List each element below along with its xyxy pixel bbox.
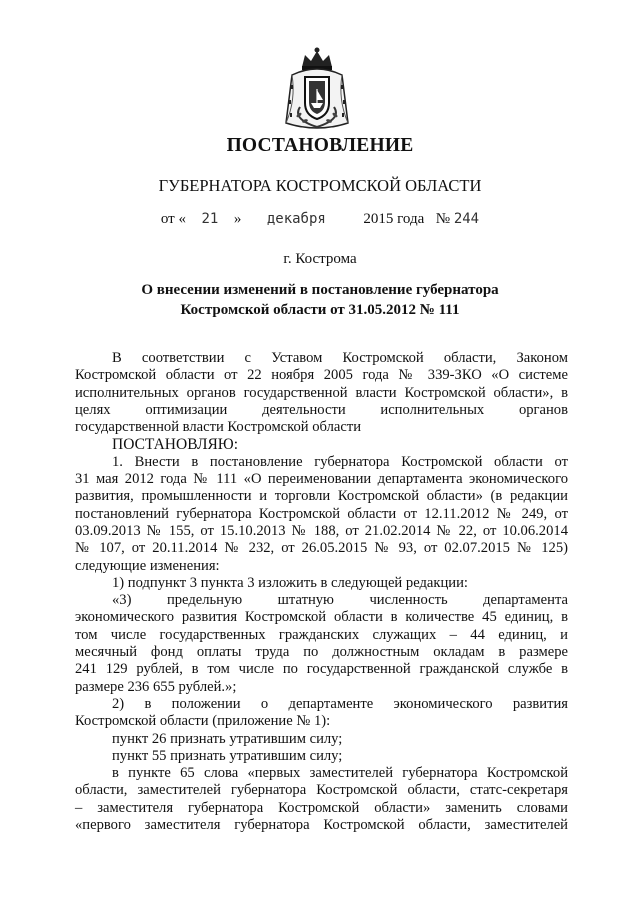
date-line bbox=[0, 211, 640, 228]
body-line: следующие изменения: bbox=[75, 557, 220, 574]
body-line: 03.09.2013 № 155, от 15.10.2013 № 188, от 21.02.2014 № 22, от 10.06.2014 bbox=[75, 522, 568, 539]
body-line: том числе государственных гражданских служащих – 44 единиц, и bbox=[75, 626, 568, 643]
body-line: месячный фонд оплаты труда по должностным окладам в размере bbox=[75, 644, 568, 661]
document-body bbox=[75, 350, 568, 834]
date-month: декабря bbox=[266, 211, 326, 227]
document-type-title: ПОСТАНОВЛЕНИЕ bbox=[226, 135, 414, 156]
body-line: Костромской области от 22 ноября 2005 года № 339-ЗКО «О системе bbox=[75, 367, 568, 384]
body-line: 31 мая 2012 года № 111 «О переименовании департамента экономического bbox=[75, 471, 568, 488]
body-line: целях оптимизации деятельности исполнительных органов bbox=[75, 401, 568, 418]
body-line: В соответствии с Уставом Костромской области, Законом bbox=[112, 350, 568, 366]
body-line: постановлений губернатора Костромской области от 12.11.2012 № 249, от bbox=[75, 505, 568, 522]
body-line: «первого заместителя губернатора Костромской области, заместителей bbox=[75, 817, 568, 834]
body-line: 241 129 рублей, в том числе по государственной гражданской службе в bbox=[75, 661, 568, 678]
date-close-quote: » bbox=[233, 211, 242, 227]
city: г. Кострома bbox=[283, 251, 357, 267]
number-sign: № bbox=[435, 211, 451, 227]
body-line: – заместителя губернатора Костромской области» заменить словами bbox=[75, 799, 568, 816]
body-line: государственной власти Костромской области bbox=[75, 419, 362, 436]
subject-line-1: О внесении изменений в постановление губернатора bbox=[141, 282, 499, 298]
body-line: размере 236 655 рублей.»; bbox=[75, 678, 237, 695]
body-line: № 107, от 20.11.2014 № 232, от 26.05.2015 № 93, от 02.07.2015 № 125) bbox=[75, 540, 568, 557]
body-line: области, заместителей губернатора Костромской области, статс-секретаря bbox=[75, 782, 568, 799]
body-line: «3) предельную штатную численность департамента bbox=[112, 592, 568, 609]
coat-of-arms-icon bbox=[272, 45, 362, 135]
decree-word: ПОСТАНОВЛЯЮ: bbox=[112, 436, 239, 454]
date-prefix: от « bbox=[160, 211, 186, 227]
body-line: развития, промышленности и торговли Костромской области» (в редакции bbox=[75, 488, 568, 505]
body-line: экономического развития Костромской области в количестве 45 единиц, в bbox=[75, 609, 568, 626]
body-line: 1. Внести в постановление губернатора Костромской области от bbox=[112, 453, 568, 470]
document-subject bbox=[100, 280, 540, 320]
body-line: в пункте 65 слова «первых заместителей губернатора Костромской bbox=[112, 765, 568, 782]
body-line: пункт 26 признать утратившим силу; bbox=[112, 730, 343, 747]
body-line: 2) в положении о департаменте экономического развития bbox=[112, 695, 568, 712]
body-line: Костромской области (приложение № 1): bbox=[75, 713, 331, 730]
body-line: пункт 55 признать утратившим силу; bbox=[112, 747, 343, 764]
body-line: 1) подпункт 3 пункта 3 изложить в следующей редакции: bbox=[112, 574, 468, 591]
subject-line-2: Костромской области от 31.05.2012 № 111 bbox=[180, 302, 460, 318]
date-year: 2015 года bbox=[363, 211, 425, 227]
document-number: 244 bbox=[453, 211, 480, 227]
issuer-title: ГУБЕРНАТОРА КОСТРОМСКОЙ ОБЛАСТИ bbox=[158, 176, 482, 195]
body-line: исполнительных органов государственной власти Костромской области», в bbox=[75, 384, 568, 401]
date-day: 21 bbox=[201, 211, 219, 227]
